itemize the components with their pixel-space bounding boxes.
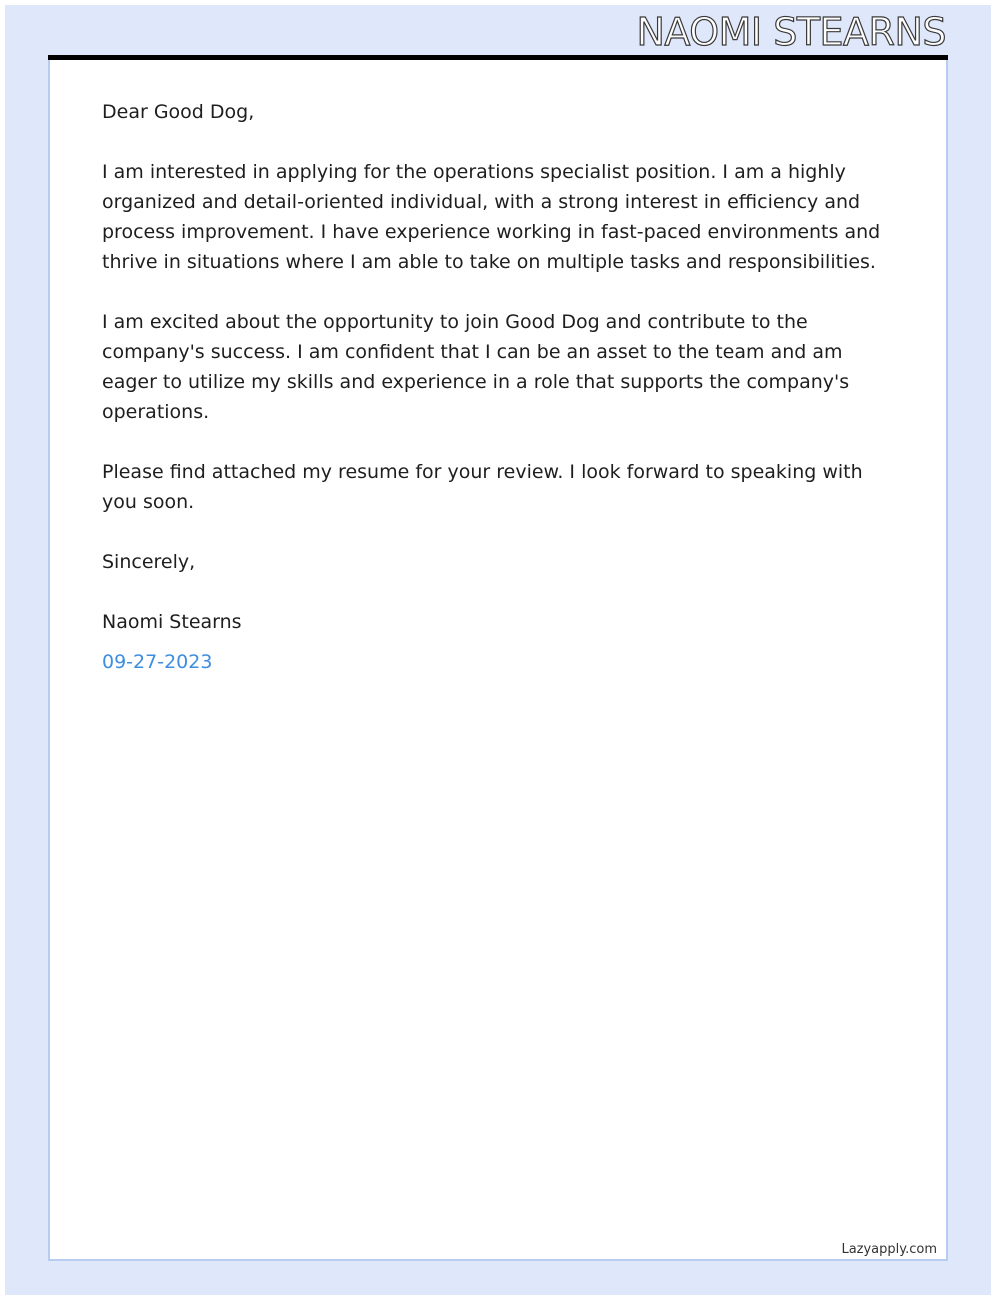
salutation: Dear Good Dog, (102, 101, 255, 123)
header-name: NAOMI STEARNS (636, 10, 946, 54)
signer-name: Naomi Stearns (102, 611, 242, 633)
paragraph-1: I am interested in applying for the operations specialist position. I am a highly organized and detail-oriented individual, with a strong interest in efficiency and process improvement. I have experience working in fast-paced environments and thrive in situations where I am able to take on multiple tasks and responsibilities. (102, 161, 881, 273)
closing: Sincerely, (102, 551, 196, 573)
paragraph-3: Please find attached my resume for your review. I look forward to speaking with you soon. (102, 461, 863, 513)
letter-page (48, 60, 948, 1261)
watermark: Lazyapply.com (841, 1242, 937, 1257)
letter-body (102, 97, 902, 677)
letter-date: 09-27-2023 (102, 651, 213, 673)
paragraph-2: I am excited about the opportunity to join Good Dog and contribute to the company's success. I am confident that I can be an asset to the team and am eager to utilize my skills and experience in a role that supports the company's operations. (102, 311, 850, 423)
